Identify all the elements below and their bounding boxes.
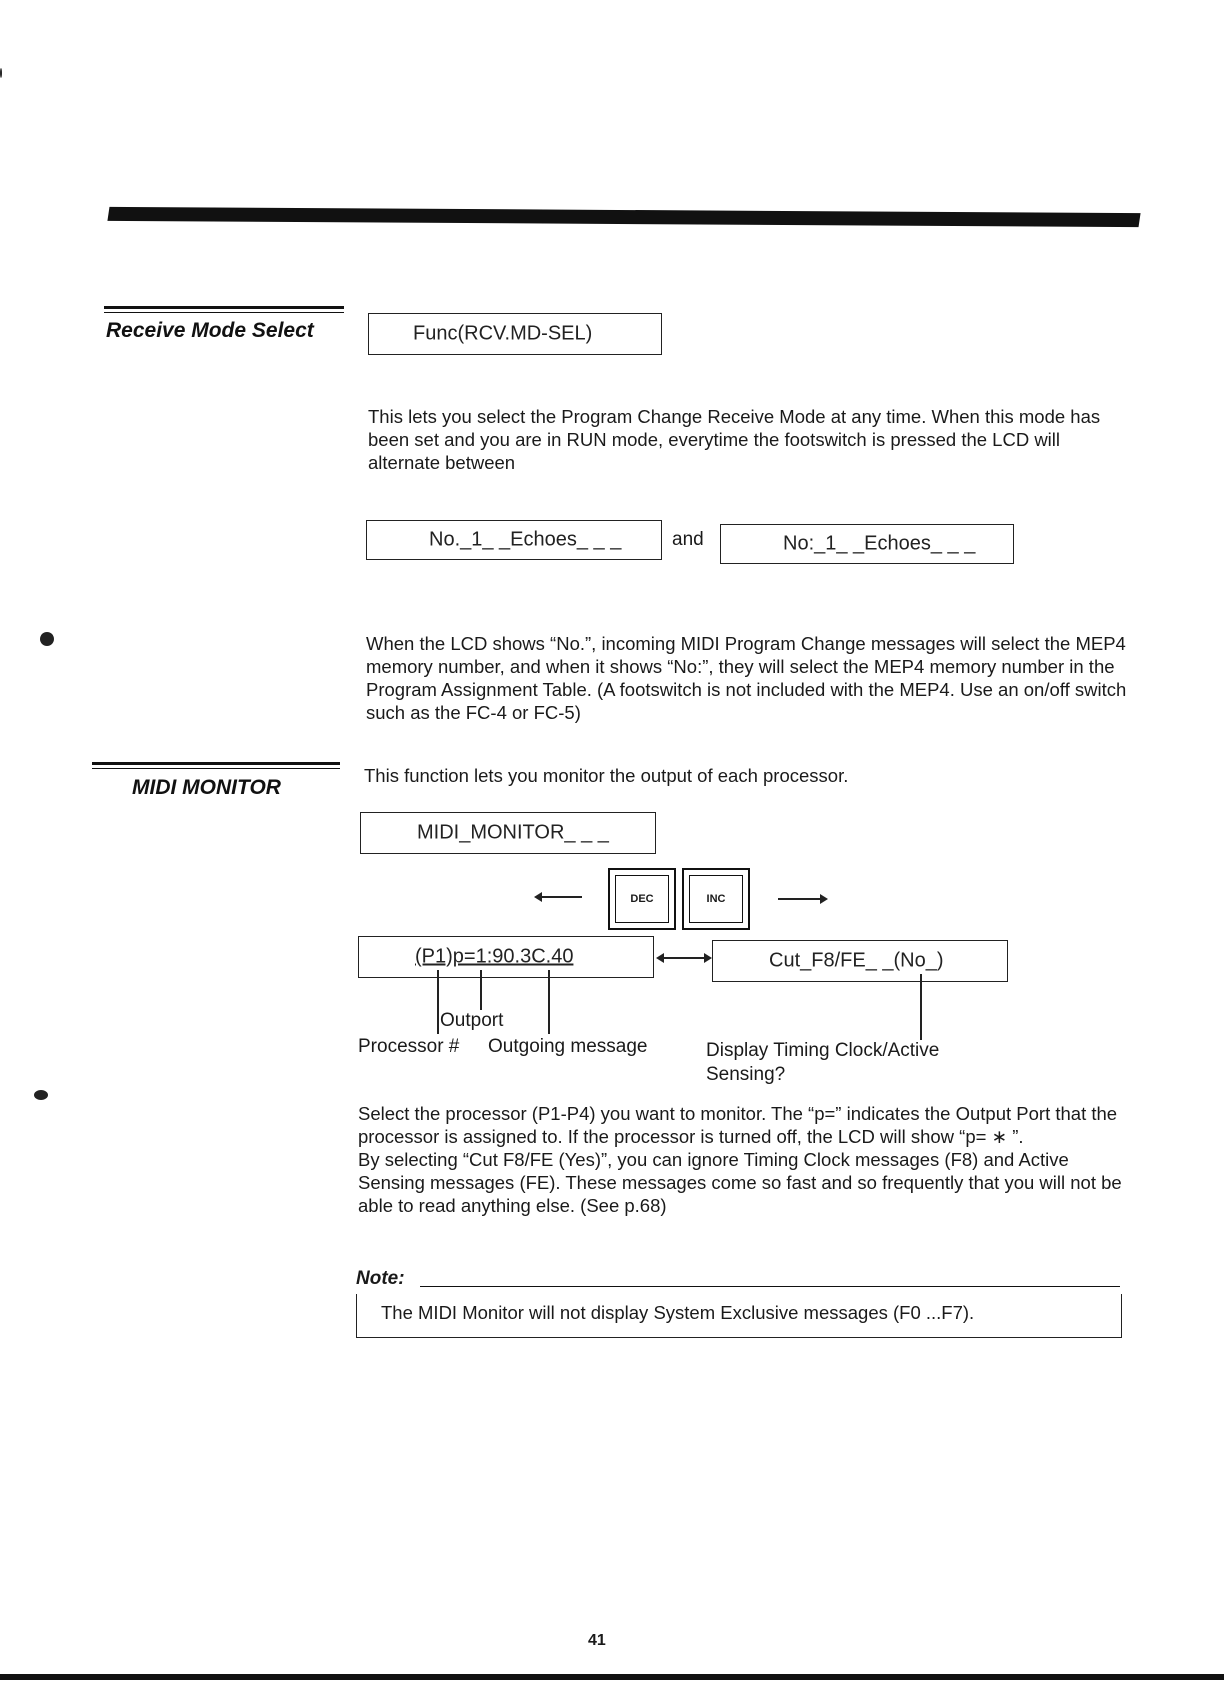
section-heading-receive-mode: Receive Mode Select [106,319,314,342]
dec-button[interactable] [608,868,676,930]
midi-monitor-para-2: By selecting “Cut F8/FE (Yes)”, you can ignore Timing Clock messages (F8) and Active Sensing messages (FE). These messages come so fast and so frequently that you will not be able to read anything else. (See p.68) [358,1149,1122,1216]
midi-monitor-para-1: Select the processor (P1-P4) you want to monitor. The “p=” indicates the Output Port that the processor is assigned to. If the processor is turned off, the LCD will show “p= ∗ ”. [358,1103,1118,1147]
lcd-echoes-colon [720,524,1014,564]
note-rule [420,1286,1120,1287]
lcd-echoes-period-text: No._1_ _Echoes_ _ _ [429,528,622,551]
and-label: and [672,529,704,550]
page-number: 41 [588,1632,606,1649]
section-rule [104,312,344,313]
scan-speck [34,1090,48,1100]
lcd-midi-monitor-text: MIDI_MONITOR_ _ _ [417,821,609,844]
label-outport: Outport [440,1010,504,1031]
footer-bar [0,1674,1224,1680]
label-display-timing: Display Timing Clock/Active [706,1040,940,1061]
receive-mode-intro: This lets you select the Program Change Receive Mode at any time. When this mode has been set and you are in RUN mode, everytime the footswitch is pressed the LCD will alternate between [368,406,1101,473]
section-rule [92,762,340,765]
section-rule [92,768,340,769]
inc-button-face: INC [689,875,743,923]
note-box [356,1294,1122,1338]
lcd-func-text: Func(RCV.MD-SEL) [413,322,593,345]
scan-speck [40,632,54,646]
lcd-echoes-period [366,520,662,560]
section-heading-midi-monitor: MIDI MONITOR [132,776,281,799]
double-arrow-icon [664,957,704,959]
label-sensing: Sensing? [706,1064,786,1085]
note-heading: Note: [356,1268,405,1289]
lcd-func-display [368,313,662,355]
header-bar [107,207,1140,227]
callout-line-outport [480,970,482,1010]
section-rule [104,306,344,309]
scan-speck [0,68,2,78]
callout-line-message [548,970,550,1034]
callout-line-cut [920,974,922,1040]
lcd-midi-monitor [360,812,656,854]
label-outgoing: Outgoing message [488,1036,648,1057]
callout-line-processor [437,970,439,1034]
note-text: The MIDI Monitor will not display System Exclusive messages (F0 ...F7). [381,1302,975,1323]
lcd-status [358,936,654,978]
midi-monitor-body [358,1102,1124,1217]
lcd-status-text: (P1)p=1:90.3C.40 [415,945,574,968]
midi-monitor-intro: This function lets you monitor the output of each processor. [364,765,849,786]
label-processor: Processor # [358,1036,460,1057]
lcd-cut-text: Cut_F8/FE_ _(No_) [769,949,944,972]
left-arrow-icon [542,896,582,898]
dec-button-face: DEC [615,875,669,923]
receive-mode-explain: When the LCD shows “No.”, incoming MIDI Program Change messages will select the MEP4 memory number, and when it shows “No:”, they will select the MEP4 memory number in the Program Assignment Table. (A footswitch is not included with the MEP4. Use an on/off switch such as the FC-4 or FC-5) [366,633,1127,723]
lcd-cut [712,940,1008,982]
inc-button[interactable] [682,868,750,930]
right-arrow-icon [778,898,820,900]
lcd-echoes-colon-text: No:_1_ _Echoes_ _ _ [783,532,976,555]
